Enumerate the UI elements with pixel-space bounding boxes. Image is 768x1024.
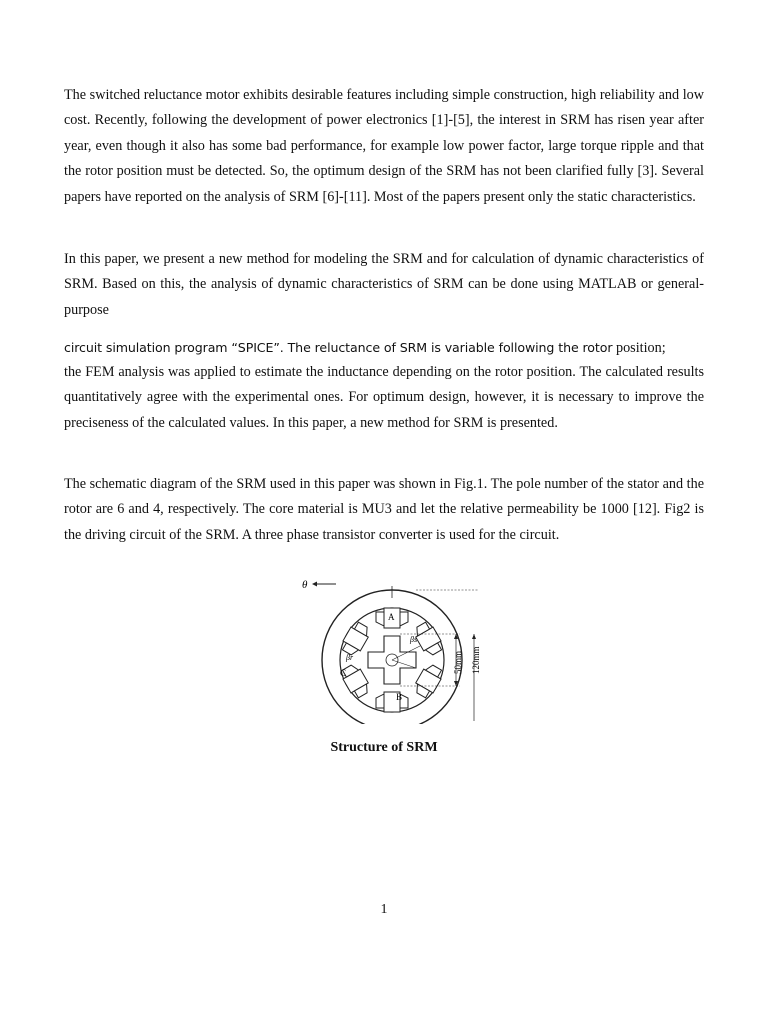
theta-arrow-icon <box>312 582 317 587</box>
paragraph-schematic: The schematic diagram of the SRM used in this paper was shown in Fig.1. The pole number of the stator and the rotor are 6 and 4, respectively. The core material is MU3 and let the relative permeability be 1000 [12]. Fig2 is the driving circuit of the SRM. A three phase transistor converter is used for the circuit. <box>64 476 704 543</box>
dim-outer-label: 120mm <box>471 646 481 674</box>
theta-label: θ <box>302 579 308 591</box>
serif-text-run: position; <box>612 340 666 356</box>
srm-structure-figure <box>296 576 496 724</box>
phase-c-label: C <box>340 668 347 678</box>
phase-b-label: B <box>396 692 403 702</box>
beta-s-label: βs <box>410 635 418 644</box>
page-number: 1 <box>380 902 388 917</box>
dim-outer-arrow-top-icon <box>472 634 476 639</box>
phase-a-label: A <box>388 612 395 622</box>
figure-caption: Structure of SRM <box>330 740 438 755</box>
sans-text-run: circuit simulation program “SPICE”. The reluctance of SRM is variable following the rotor <box>64 340 613 355</box>
paragraph-spice-first-line <box>64 335 704 361</box>
beta-r-label: βr <box>346 653 354 662</box>
srm-diagram <box>296 576 496 724</box>
paragraph-method: In this paper, we present a new method for modeling the SRM and for calculation of dynamic characteristics of SRM. Based on this, the analysis of dynamic characteristics of SRM can be done using MATLAB or general-purpose <box>64 251 704 318</box>
paragraph-intro: The switched reluctance motor exhibits desirable features including simple construction, high reliability and low cost. Recently, following the development of power electronics [1]-[5], the interest in SRM has risen year after year, even though it also has some bad performance, for example low power factor, large torque ripple and that the rotor position must be detected. So, the optimum design of the SRM has not been clarified fully [3]. Several papers have reported on the analysis of SRM [6]-[11]. Most of the papers present only the static characteristics. <box>64 87 704 205</box>
dim-inner-label: 50mm <box>453 650 463 674</box>
paragraph-fem: the FEM analysis was applied to estimate the inductance depending on the rotor position. The calculated results quantitatively agree with the experimental ones. For optimum design, however, it is necessary to improve the preciseness of the calculated values. In this paper, a new method for SRM is presented. <box>64 364 704 431</box>
